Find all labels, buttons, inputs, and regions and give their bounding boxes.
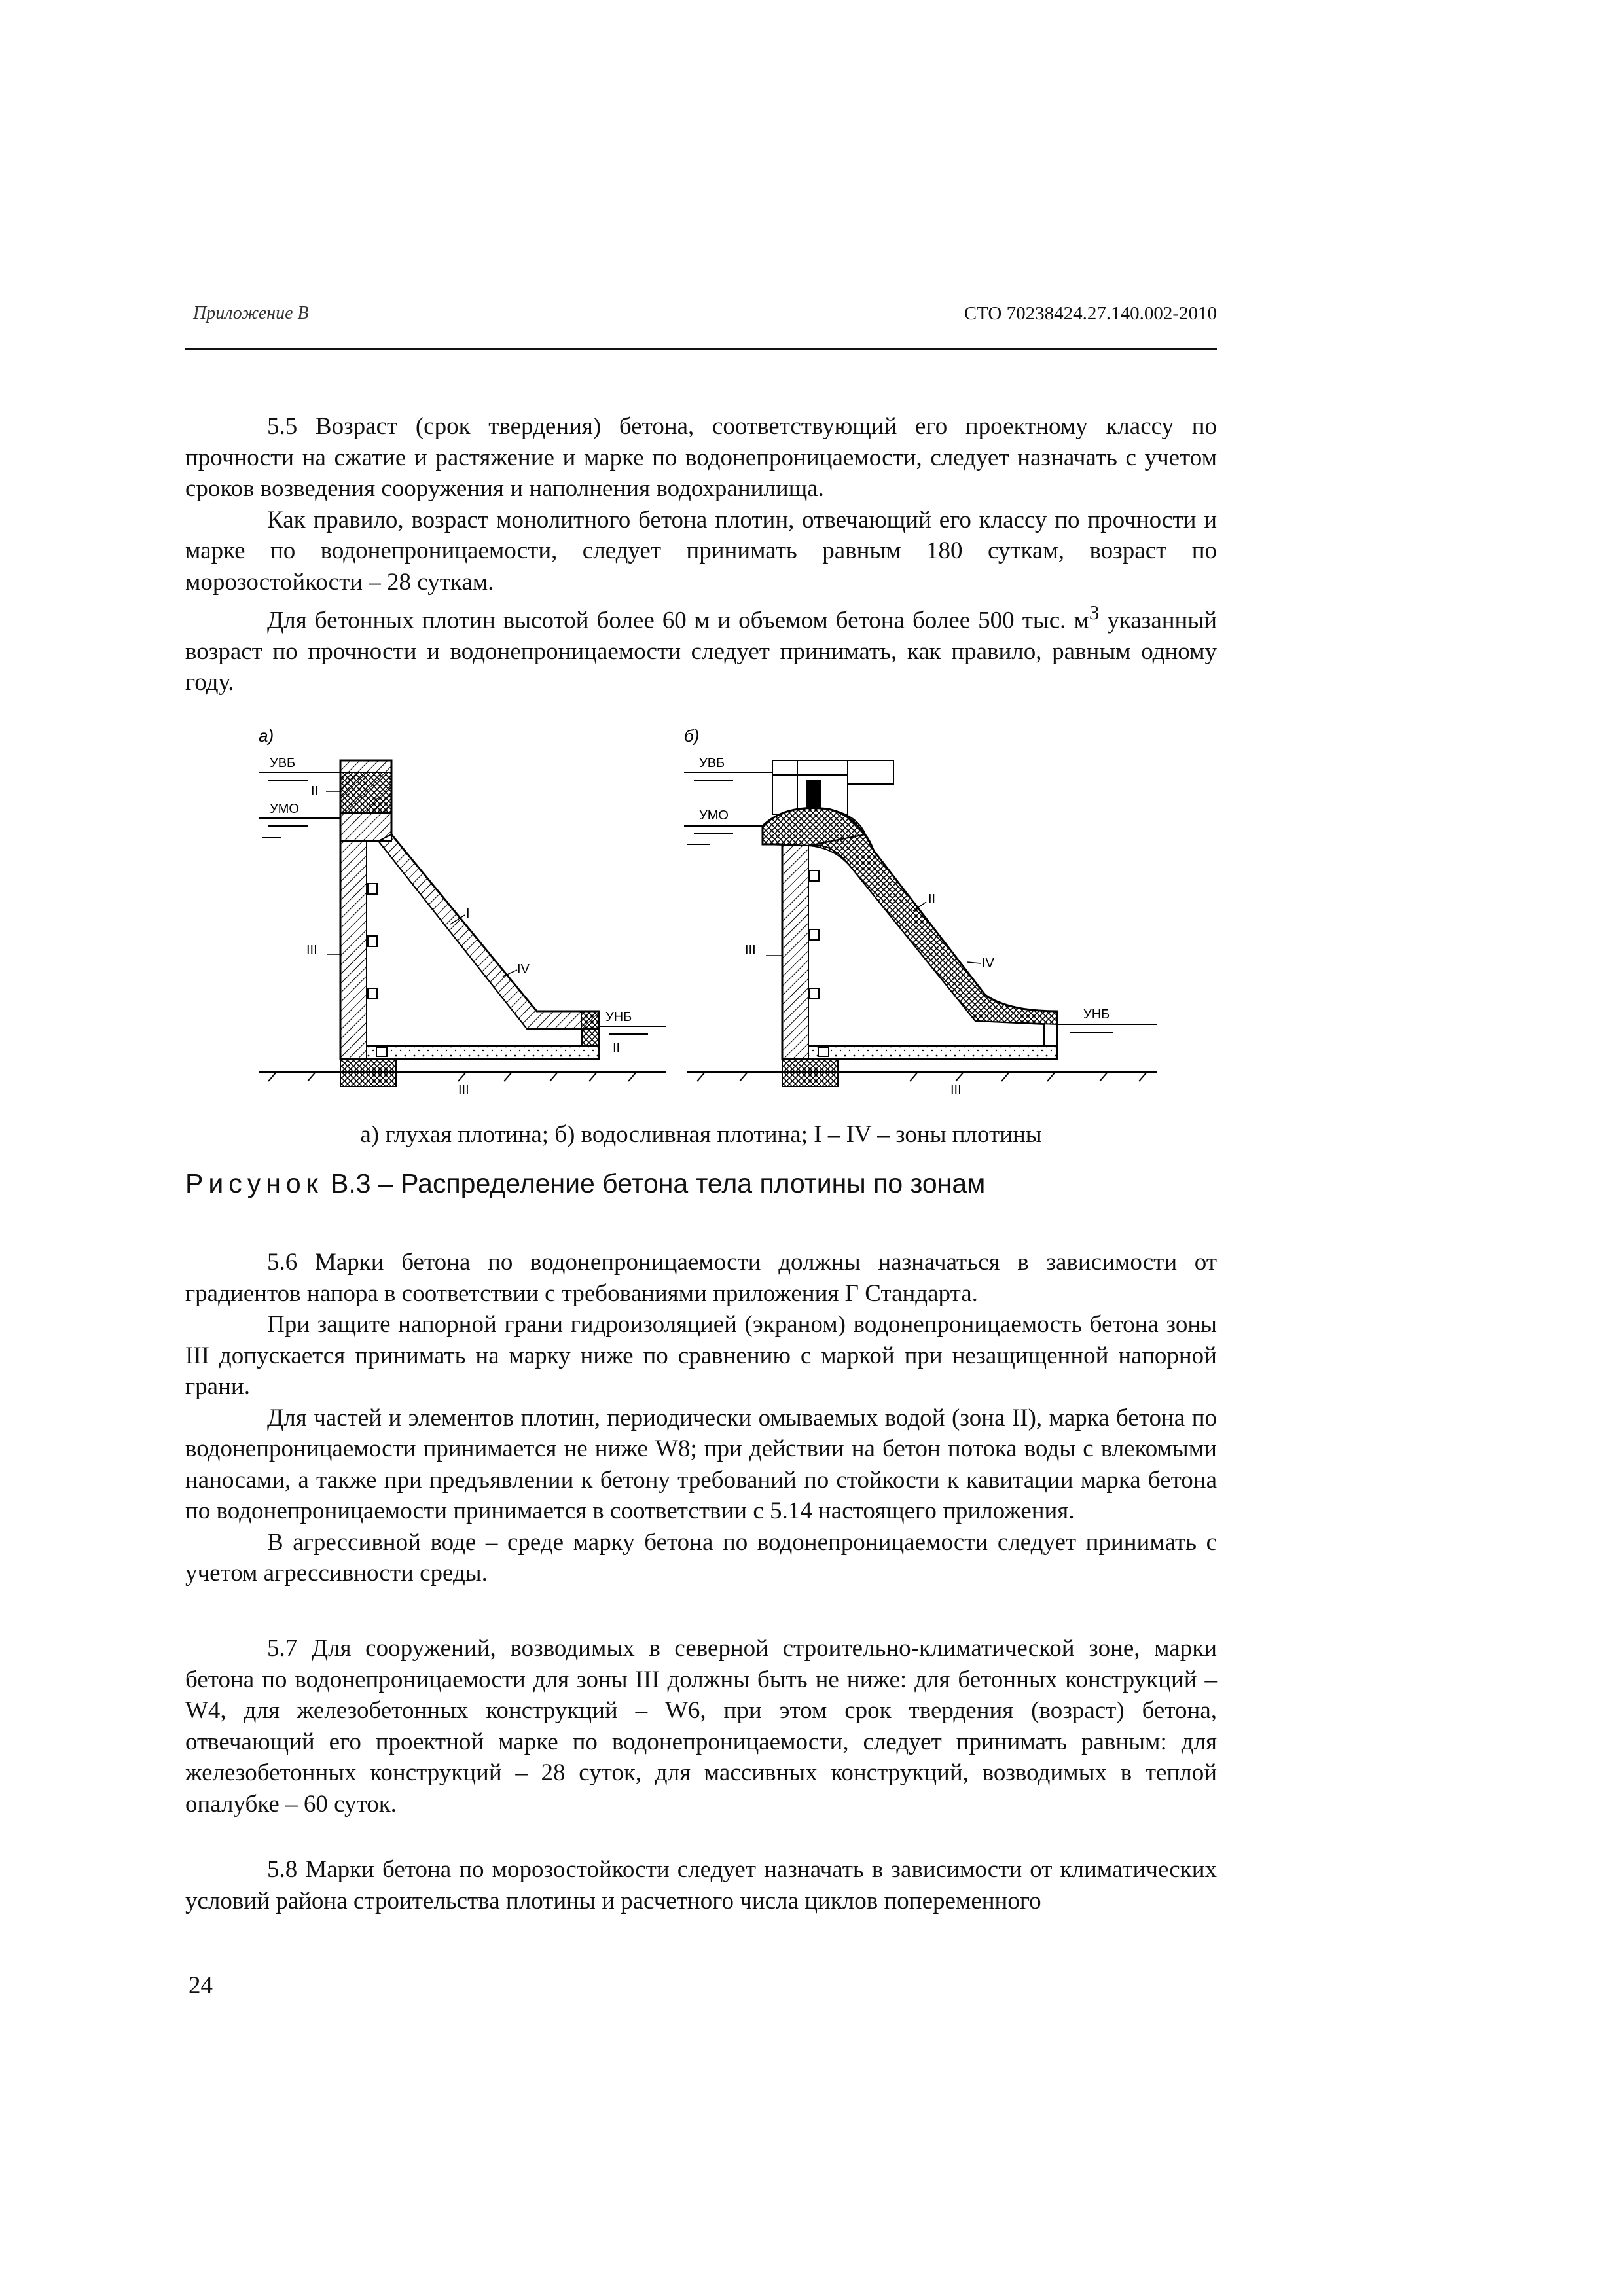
foundation-block bbox=[782, 1059, 838, 1086]
tailwater-cross bbox=[581, 1011, 599, 1046]
gallery bbox=[810, 929, 819, 940]
zone-ii-tail-label: II bbox=[613, 1041, 621, 1056]
paragraph: В агрессивной воде – среде марку бетона по водонепроницаемости следует принимать с учетом агрессивности среды. bbox=[185, 1528, 1217, 1587]
zone-ii-cross bbox=[340, 772, 391, 813]
gallery bbox=[818, 1047, 829, 1056]
base-band bbox=[367, 1046, 599, 1059]
dam-zones-figure bbox=[185, 717, 1217, 1122]
figure-title-text: В.3 – Распределение бетона тела плотины по зонам bbox=[323, 1168, 986, 1198]
gallery bbox=[368, 936, 377, 946]
uvb-label: УВБ bbox=[270, 756, 296, 770]
paragraph: 5.5 Возраст (срок твердения) бетона, соответствующий его проектному классу по прочности на сжатие и растяжение и марке по водонепроницаемости, следует назначать с учетом сроков возведения сооружения и наполнения водохранилища. bbox=[185, 413, 1217, 502]
diagram-b-label: б) bbox=[684, 726, 700, 745]
paragraph: 5.7 Для сооружений, возводимых в северной строительно-климатической зоне, марки бетона по водонепроницаемости для зоны III должны быть не ниже: для бетонных конструкций – W4, для железобетонных конструкций – W6, при этом срок твердения (возраст) бетона, отвечающий его проектной марке по водонепроницаемости, следует принимать равным: для железобетонных конструкций – 28 суток, для массивных конструкций, возводимых в теплой опалубке – 60 суток. bbox=[185, 1635, 1217, 1818]
gallery bbox=[810, 988, 819, 999]
leader-line bbox=[967, 962, 981, 963]
figure-subcaption: а) глухая плотина; б) водосливная плотина; I – IV – зоны плотины bbox=[360, 1121, 1042, 1148]
base-band bbox=[808, 1046, 1057, 1059]
paragraph: 5.6 Марки бетона по водонепроницаемости должны назначаться в зависимости от градиентов напора в соответствии с требованиями приложения Г Стандарта. bbox=[185, 1249, 1217, 1307]
text-run: Для бетонных плотин высотой более 60 м и объемом бетона более 500 тыс. м bbox=[267, 607, 1089, 634]
ground-hatch bbox=[268, 1072, 636, 1081]
pier-cap bbox=[848, 761, 893, 784]
foundation-block bbox=[340, 1059, 396, 1086]
umo-label: УМО bbox=[699, 808, 729, 823]
paragraph: При защите напорной грани гидроизоляцией (экраном) водонепроницаемость бетона зоны III допускается принимать на марку ниже по сравнению с маркой при незащищенной напорной грани. bbox=[185, 1311, 1217, 1400]
header-standard-code: СТО 70238424.27.140.002-2010 bbox=[964, 303, 1217, 324]
zone-iii-label: III bbox=[306, 943, 317, 958]
diagram-b-spillway-dam bbox=[684, 726, 1157, 1098]
section-5-6 bbox=[185, 1247, 1217, 1589]
diagram-a-gravity-dam bbox=[259, 726, 666, 1098]
gallery bbox=[810, 870, 819, 881]
uvb-label: УВБ bbox=[699, 756, 725, 770]
paragraph: Как правило, возраст монолитного бетона плотин, отвечающий его классу по прочности и марке по водонепроницаемости, следует принимать равным 180 суткам, возраст по морозостойкости – 28 суткам. bbox=[185, 506, 1217, 596]
superscript: 3 bbox=[1089, 601, 1100, 624]
ground-hatch bbox=[697, 1072, 1147, 1081]
page-number: 24 bbox=[189, 1972, 213, 1999]
gallery bbox=[376, 1047, 387, 1056]
zone-i-label: I bbox=[466, 906, 470, 921]
zone-iii-base-label: III bbox=[950, 1083, 962, 1098]
header-appendix-label: Приложение В bbox=[193, 303, 309, 323]
text-run: указанный возраст по прочности и водонепроницаемости следует принимать, как правило, равным одному году. bbox=[185, 607, 1217, 696]
zone-iii-band bbox=[340, 841, 367, 1059]
umo-label: УМО bbox=[270, 802, 299, 816]
gallery bbox=[368, 988, 377, 999]
zone-ii-label: II bbox=[311, 784, 319, 798]
unb-label: УНБ bbox=[1083, 1007, 1110, 1022]
zone-iii-base-label: III bbox=[458, 1083, 469, 1098]
zone-iii-band bbox=[782, 844, 808, 1059]
diagram-a-label: а) bbox=[259, 726, 274, 745]
paragraph: 5.8 Марки бетона по морозостойкости следует назначать в зависимости от климатических условий района строительства плотины и расчетного числа циклов попеременного bbox=[185, 1856, 1217, 1914]
paragraph: Для частей и элементов плотин, периодически омываемых водой (зона II), марка бетона по водонепроницаемости принимается не ниже W8; при действии на бетон потока воды с влекомыми наносами, а также при предъявлении к бетону требований по стойкости к кавитации марка бетона по водонепроницаемости принимается в соответствии с 5.14 настоящего приложения. bbox=[185, 1404, 1217, 1524]
section-5-8 bbox=[185, 1854, 1217, 1916]
gallery bbox=[368, 884, 377, 894]
zone-iv-label: IV bbox=[517, 962, 530, 977]
figure-title bbox=[185, 1168, 1217, 1199]
figure-title-word: Рисунок bbox=[185, 1168, 323, 1198]
paragraph bbox=[185, 598, 1217, 698]
zone-iii-label: III bbox=[745, 943, 756, 958]
unb-label: УНБ bbox=[605, 1010, 632, 1024]
section-5-5 bbox=[185, 411, 1217, 698]
zone-iv-label: IV bbox=[982, 956, 994, 971]
header-rule bbox=[185, 348, 1217, 350]
zone-ii-label: II bbox=[928, 892, 936, 906]
section-5-7 bbox=[185, 1633, 1217, 1820]
